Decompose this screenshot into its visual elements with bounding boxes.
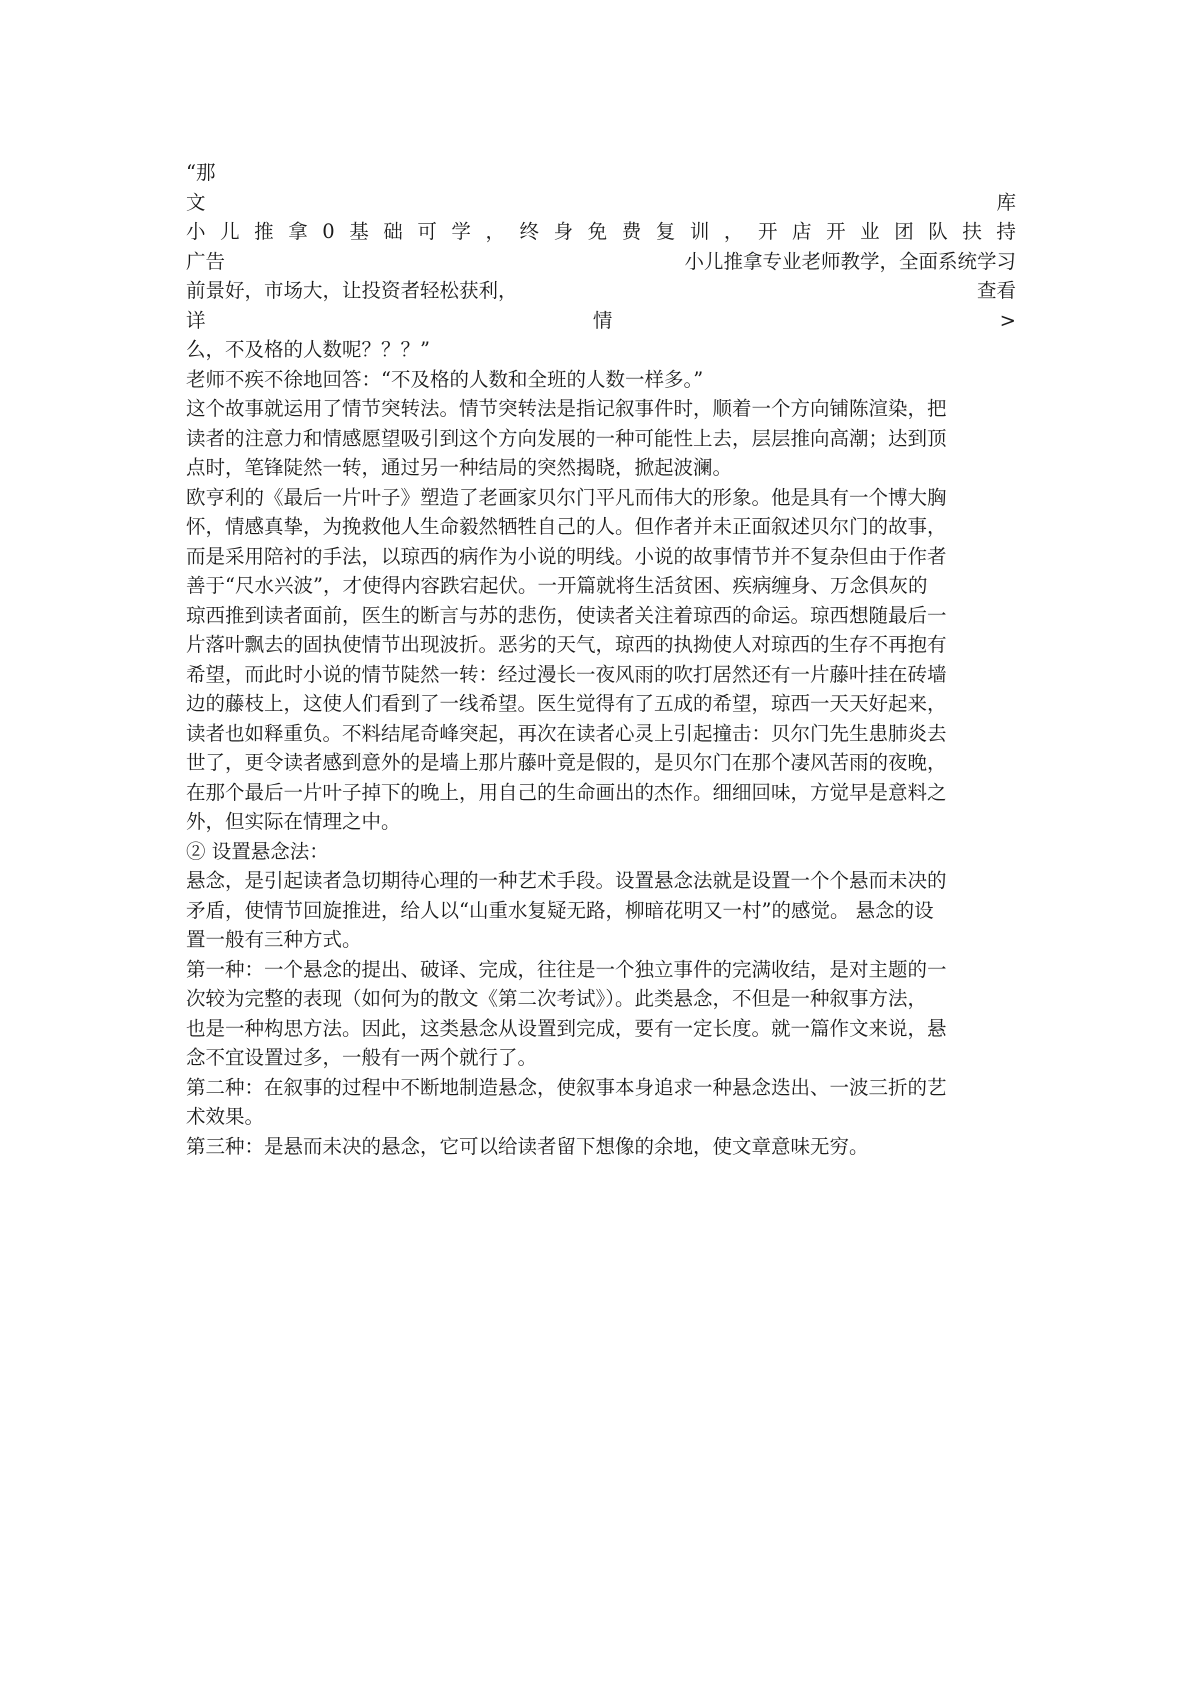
paragraph-3-line: 读者的注意力和情感愿望吸引到这个方向发展的一种可能性上去，层层推向高潮；达到顶	[186, 426, 947, 450]
ad-headline[interactable]	[186, 217, 1016, 247]
paragraph-6-line: 第一种：一个悬念的提出、破译、完成，往往是一个独立事件的完满收结，是对主题的一	[186, 957, 947, 981]
ad-source-right: 库	[996, 190, 1016, 214]
ad-headline-char: 队	[928, 220, 948, 243]
text-fragment	[186, 158, 1016, 188]
ad-headline-char: ，	[485, 220, 505, 243]
ad-headline-char: ，	[723, 220, 744, 243]
paragraph-3	[186, 394, 1016, 483]
paragraph-6-line: 次较为完整的表现（如何为的散文《第二次考试》）。此类悬念，不但是一种叙事方法，	[186, 987, 928, 1010]
paragraph-2	[186, 365, 1016, 395]
ad-promo-line	[186, 276, 1016, 306]
ad-headline-char: 学	[451, 220, 471, 243]
paragraph-1	[186, 335, 1016, 365]
ad-headline-char: 复	[655, 220, 676, 243]
paragraph-2-text: 老师不疾不徐地回答：“不及格的人数和全班的人数一样多。”	[186, 367, 704, 391]
ad-headline-char: 免	[587, 220, 608, 243]
ad-headline-char: 持	[996, 220, 1016, 243]
ad-headline-char: 可	[417, 220, 437, 243]
paragraph-5-line: 悬念，是引起读者急切期待心理的一种艺术手段。设置悬念法就是设置一个个悬而未决的	[186, 869, 947, 892]
fragment-text: “那	[186, 161, 216, 184]
paragraph-4	[186, 483, 1016, 837]
ad-headline-char: 推	[254, 220, 274, 243]
paragraph-5	[186, 866, 1016, 955]
paragraph-4-line: 琼西推到读者面前，医生的断言与苏的悲伤，使读者关注着琼西的命运。琼西想随最后一	[186, 603, 947, 627]
ad-headline-char: 拿	[288, 220, 308, 243]
paragraph-4-line: 在那个最后一片叶子掉下的晚上，用自己的生命画出的杰作。细细回味，方觉早是意料之	[186, 780, 947, 804]
ad-block[interactable]	[186, 188, 1016, 336]
paragraph-7-line: 第二种：在叙事的过程中不断地制造悬念，使叙事本身追求一种悬念迭出、一波三折的艺	[186, 1075, 947, 1099]
ad-source-line	[186, 188, 1016, 218]
ad-headline-char: 开	[826, 220, 846, 243]
ad-headline-char: 终	[519, 220, 540, 243]
section-heading: ② 设置悬念法：	[186, 839, 329, 863]
ad-headline-char: 础	[383, 220, 403, 243]
paragraph-6-line: 也是一种构思方法。因此，这类悬念从设置到完成，要有一定长度。就一篇作文来说，悬	[186, 1016, 947, 1040]
ad-headline-char: 基	[349, 220, 369, 243]
ad-detail-char-2: 情	[592, 308, 613, 332]
ad-headline-char: 团	[894, 220, 914, 243]
paragraph-8: 第三种：是悬而未决的悬念，它可以给读者留下想像的余地，使文章意味无穷。	[186, 1134, 869, 1158]
ad-headline-char: 扶	[962, 220, 982, 243]
paragraph-4-line: 怀，情感真挚，为挽救他人生命毅然牺牲自己的人。但作者并未正面叙述贝尔门的故事，	[186, 515, 947, 538]
paragraph-4-line: 读者也如释重负。不料结尾奇峰突起，再次在读者心灵上引起撞击：贝尔门先生患肺炎去	[186, 721, 947, 745]
paragraph-7	[186, 1073, 1016, 1132]
ad-detail-char-1: 详	[186, 308, 206, 332]
ad-headline-char: 训	[689, 220, 710, 243]
ad-headline-char: 开	[757, 220, 778, 243]
paragraph-4-line: 而是采用陪衬的手法，以琼西的病作为小说的明线。小说的故事情节并不复杂但由于作者	[186, 544, 947, 568]
paragraph-4-line: 片落叶飘去的固执使情节出现波折。恶劣的天气，琼西的执拗使人对琼西的生存不再抱有	[186, 633, 947, 656]
paragraph-7-line: 术效果。	[186, 1105, 265, 1128]
ad-source-left: 文	[186, 190, 206, 214]
paragraph-1-text: 么，不及格的人数呢？？？”	[186, 338, 430, 361]
ad-subtitle: 小儿推拿专业老师教学，全面系统学习	[684, 249, 1016, 273]
paragraph-6	[186, 955, 1016, 1073]
paragraph-4-line: 欧亨利的《最后一片叶子》塑造了老画家贝尔门平凡而伟大的形象。他是具有一个博大胸	[186, 485, 947, 509]
ad-label: 广告	[186, 249, 226, 273]
ad-headline-char: 业	[860, 220, 880, 243]
ad-promo: 前景好，市场大，让投资者轻松获利，	[186, 279, 518, 302]
paragraph-3-line: 点时，笔锋陡然一转，通过另一种结局的突然揭晓，掀起波澜。	[186, 456, 733, 479]
ad-headline-char: 0	[322, 220, 335, 243]
ad-headline-char: 身	[553, 220, 574, 243]
ad-headline-char: 小	[186, 220, 206, 243]
chevron-right-icon[interactable]: >	[999, 308, 1016, 332]
paragraph-3-line: 这个故事就运用了情节突转法。情节突转法是指记叙事件时，顺着一个方向铺陈渲染，把	[186, 397, 947, 420]
ad-headline-char: 儿	[220, 220, 240, 243]
document-page	[186, 158, 1016, 1161]
paragraph-5-line: 置一般有三种方式。	[186, 928, 362, 951]
paragraph-4-line: 希望，而此时小说的情节陡然一转：经过漫长一夜风雨的吹打居然还有一片藤叶挂在砖墙	[186, 662, 947, 686]
ad-headline-char: 店	[792, 220, 812, 243]
ad-detail-link[interactable]	[186, 306, 1016, 336]
paragraph-4-line: 善于“尺水兴波”，才使得内容跌宕起伏。一开篇就将生活贫困、疾病缠身、万念俱灰的	[186, 574, 928, 597]
ad-cta-button[interactable]: 查看	[976, 279, 1016, 302]
ad-label-line	[186, 247, 1016, 277]
paragraph-4-line: 边的藤枝上，这使人们看到了一线希望。医生觉得有了五成的希望，琼西一天天好起来，	[186, 692, 947, 715]
ad-headline-char: 费	[621, 220, 642, 243]
paragraph-4-line: 世了，更令读者感到意外的是墙上那片藤叶竟是假的，是贝尔门在那个凄风苦雨的夜晚，	[186, 751, 947, 774]
paragraph-6-line: 念不宜设置过多，一般有一两个就行了。	[186, 1046, 538, 1069]
paragraph-4-line: 外，但实际在情理之中。	[186, 810, 401, 833]
paragraph-5-line: 矛盾，使情节回旋推进，给人以“山重水复疑无路，柳暗花明又一村”的感觉。 悬念的设	[186, 898, 934, 922]
